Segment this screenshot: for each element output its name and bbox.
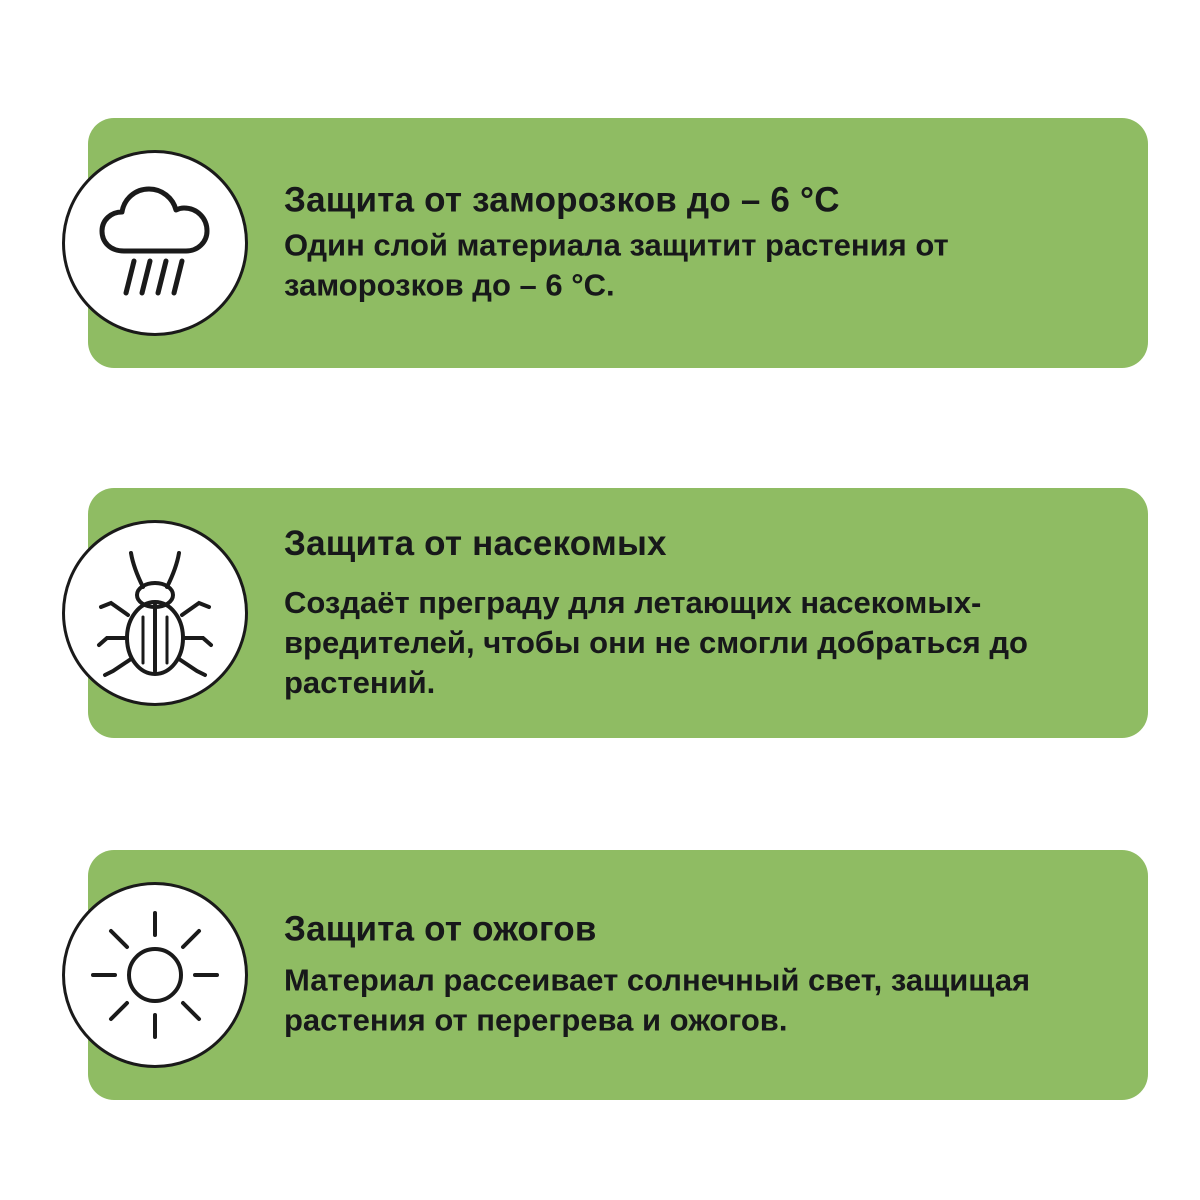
feature-text-insects <box>284 524 1108 702</box>
sun-rays-icon <box>62 882 248 1068</box>
feature-card-insects <box>88 488 1148 738</box>
feature-title: Защита от ожогов <box>284 909 597 949</box>
feature-text-sunburn <box>284 910 1108 1041</box>
feature-text-frost <box>284 181 1108 306</box>
feature-title: Защита от заморозков до – 6 °C <box>284 180 840 220</box>
frost-cloud-icon <box>62 150 248 336</box>
feature-card-frost <box>88 118 1148 368</box>
feature-description: Один слой материала защитит растения от заморозков до – 6 °C. <box>284 227 949 303</box>
insect-beetle-icon <box>62 520 248 706</box>
feature-description: Материал рассеивает солнечный свет, защищая растения от перегрева и ожогов. <box>284 962 1031 1038</box>
feature-description: Создаёт преграду для летающих насекомых-вредителей, чтобы они не смогли добраться до растений. <box>284 585 1028 700</box>
feature-title: Защита от насекомых <box>284 523 667 563</box>
feature-card-sunburn <box>88 850 1148 1100</box>
